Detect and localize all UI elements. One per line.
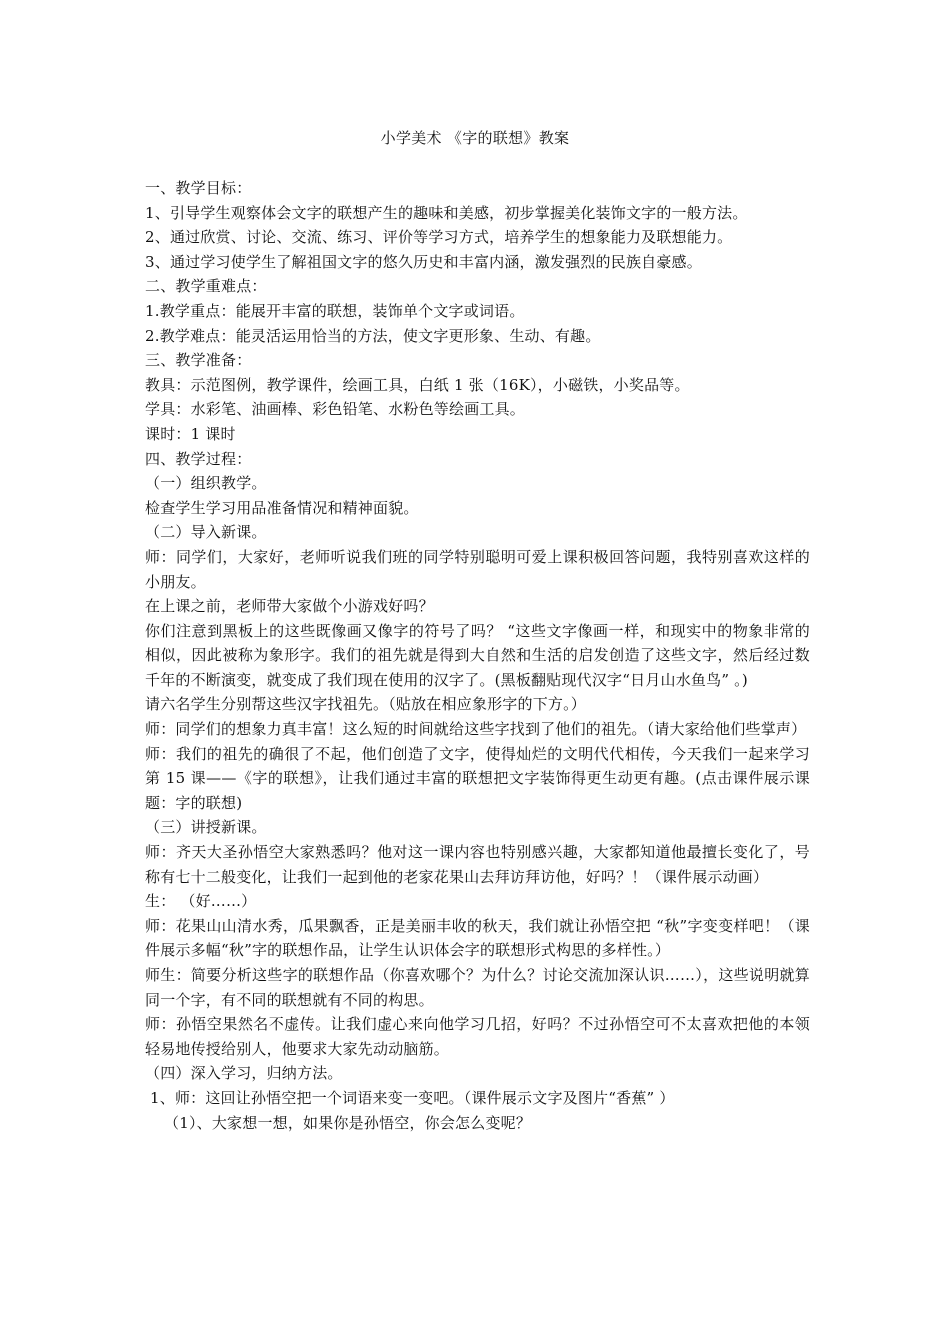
key-point: 1.教学重点：能展开丰富的联想，装饰单个文字或词语。 <box>145 301 525 320</box>
document-body <box>145 176 810 1135</box>
step-3-heading: （三）讲授新课。 <box>145 818 267 837</box>
teaching-tools: 教具：示范图例，教学课件，绘画工具，白纸 1 张（16K），小磁铁，小奖品等。 <box>145 375 690 394</box>
paragraph: 师：同学们的想象力真丰富！这么短的时间就给这些字找到了他们的祖先。（请大家给他们些掌声） <box>145 720 807 739</box>
paragraph: （1）、大家想一想，如果你是孙悟空，你会怎么变呢？ <box>164 1113 532 1132</box>
difficult-point: 2.教学难点：能灵活运用恰当的方法，使文字更形象、生动、有趣。 <box>145 326 601 345</box>
step-2-heading: （二）导入新课。 <box>145 523 267 542</box>
paragraph: 师：同学们，大家好，老师听说我们班的同学特别聪明可爱上课积极回答问题，我特别喜欢这样的小朋友。 <box>145 547 810 591</box>
paragraph: 请六名学生分别帮这些汉字找祖先。（贴放在相应象形字的下方。） <box>145 695 587 714</box>
heading-key-points: 二、教学重难点： <box>145 277 267 296</box>
paragraph: 师：花果山山清水秀，瓜果飘香，正是美丽丰收的秋天，我们就让孙悟空把 “秋”字变变样吧！（课件展示多幅“秋”字的联想作品，让学生认识体会字的联想形式构思的多样性。） <box>145 916 810 960</box>
step-1-heading: （一）组织教学。 <box>145 474 267 493</box>
paragraph: 1、师：这回让孙悟空把一个词语来变一变吧。（课件展示文字及图片“香蕉” ） <box>150 1088 675 1107</box>
learning-tools: 学具：水彩笔、油画棒、彩色铅笔、水粉色等绘画工具。 <box>145 400 526 419</box>
heading-objectives: 一、教学目标： <box>145 179 252 197</box>
heading-preparation: 三、教学准备： <box>145 351 252 370</box>
objective-3: 3、通过学习使学生了解祖国文字的悠久历史和丰富内涵，激发强烈的民族自豪感。 <box>145 252 702 271</box>
heading-process: 四、教学过程： <box>145 449 252 468</box>
paragraph: 师：齐天大圣孙悟空大家熟悉吗？他对这一课内容也特别感兴趣，大家都知道他最擅长变化了，号称有七十二般变化，让我们一起到他的老家花果山去拜访拜访他，好吗？！（课件展示动画） <box>145 843 810 886</box>
paragraph: 你们注意到黑板上的这些既像画又像字的符号了吗？ “这些文字像画一样，和现实中的物象非常的相似，因此被称为象形字。我们的祖先就是得到大自然和生活的启发创造了这些文字，然后经过数千年的不断演变，就变成了我们现在使用的汉字了。(黑板翻贴现代汉字“日月山水鱼鸟” 。) <box>145 621 810 689</box>
class-hours: 课时：1 课时 <box>145 424 236 443</box>
step-4-heading: （四）深入学习，归纳方法。 <box>145 1064 343 1083</box>
paragraph: 在上课之前，老师带大家做个小游戏好吗？ <box>145 597 434 616</box>
paragraph: 生： （好……） <box>145 892 257 911</box>
paragraph: 师：孙悟空果然名不虚传。让我们虚心来向他学习几招，好吗？不过孙悟空可不太喜欢把他的本领轻易地传授给别人，他要求大家先动动脑筋。 <box>145 1015 810 1058</box>
step-1-text: 检查学生学习用品准备情况和精神面貌。 <box>145 498 419 517</box>
objective-1: 1、引导学生观察体会文字的联想产生的趣味和美感，初步掌握美化装饰文字的一般方法。 <box>145 203 748 222</box>
document-title: 小学美术 《字的联想》教案 <box>380 129 570 147</box>
objective-2: 2、通过欣赏、讨论、交流、练习、评价等学习方式，培养学生的想象能力及联想能力。 <box>145 228 733 247</box>
paragraph: 师：我们的祖先的确很了不起，他们创造了文字，使得灿烂的文明代代相传，今天我们一起来学习第 15 课——《字的联想》，让我们通过丰富的联想把文字装饰得更生动更有趣。(点击课件展示课题：字的联想) <box>145 744 810 812</box>
paragraph: 师生：简要分析这些字的联想作品（你喜欢哪个？为什么？讨论交流加深认识……），这些说明就算同一个字，有不同的联想就有不同的构思。 <box>145 966 810 1009</box>
